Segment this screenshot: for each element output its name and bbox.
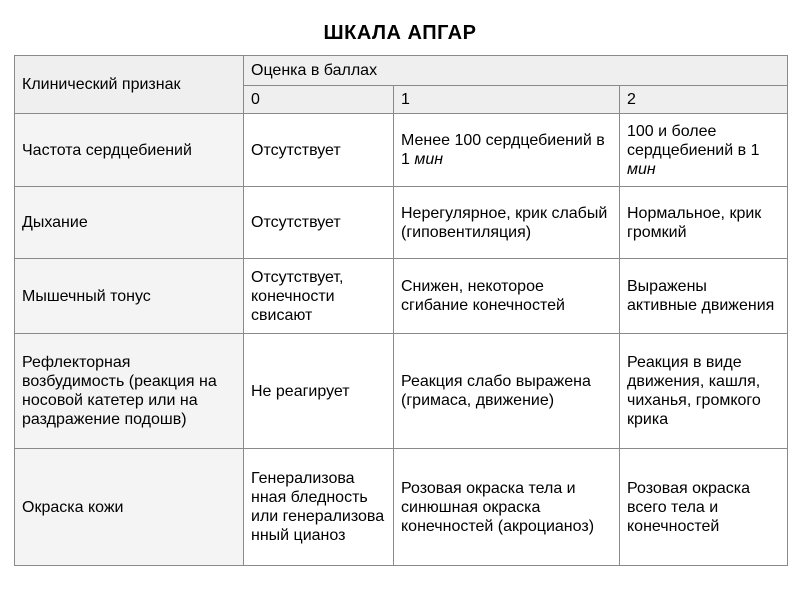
row-score-1: Розовая окраска тела и синюшная окраска конечностей (акроцианоз) <box>394 449 620 566</box>
table-row <box>15 259 788 334</box>
row-score-2: Розовая окраска всего тела и конечностей <box>620 449 788 566</box>
unit-italic: мин <box>414 151 444 168</box>
row-score-2: Выражены активные движения <box>620 259 788 334</box>
row-score-0: Отсутствует <box>244 187 394 259</box>
header-score-1: 1 <box>394 86 620 114</box>
table-row <box>15 187 788 259</box>
row-score-1: Нерегулярное, крик слабый (гиповентиляция) <box>394 187 620 259</box>
row-score-2 <box>620 114 788 187</box>
row-score-0: Не реагирует <box>244 334 394 449</box>
row-score-0: Отсутствует <box>244 114 394 187</box>
row-score-0: Отсутствует, конечности свисают <box>244 259 394 334</box>
header-row <box>15 56 788 86</box>
row-score-1 <box>394 114 620 187</box>
row-sign: Рефлекторная возбудимость (реакция на носовой катетер или на раздражение подошв) <box>15 334 244 449</box>
row-score-0: Генерализова нная бледность или генерализова нный цианоз <box>244 449 394 566</box>
table-row <box>15 114 788 187</box>
unit-italic: мин <box>627 160 656 178</box>
header-score: Оценка в баллах <box>244 56 788 86</box>
row-score-2: Реакция в виде движения, кашля, чиханья, громкого крика <box>620 334 788 449</box>
row-score-2: Нормальное, крик громкий <box>620 187 788 259</box>
header-score-2: 2 <box>620 86 788 114</box>
table-row <box>15 449 788 566</box>
row-score-1: Реакция слабо выражена (гримаса, движение) <box>394 334 620 449</box>
row-sign: Мышечный тонус <box>15 259 244 334</box>
page-title: ШКАЛА АПГАР <box>323 22 477 44</box>
row-sign: Дыхание <box>15 187 244 259</box>
row-score-1: Снижен, некоторое сгибание конечностей <box>394 259 620 334</box>
table-row <box>15 334 788 449</box>
row-sign: Частота сердцебиений <box>15 114 244 187</box>
header-score-0: 0 <box>244 86 394 114</box>
row-score-1-text: Менее 100 сердцебиений в 1 <box>401 132 605 168</box>
row-sign: Окраска кожи <box>15 449 244 566</box>
row-score-2-text: 100 и более сердцебиений в 1 <box>627 122 760 159</box>
apgar-table <box>14 55 788 566</box>
header-sign: Клинический признак <box>15 56 244 114</box>
